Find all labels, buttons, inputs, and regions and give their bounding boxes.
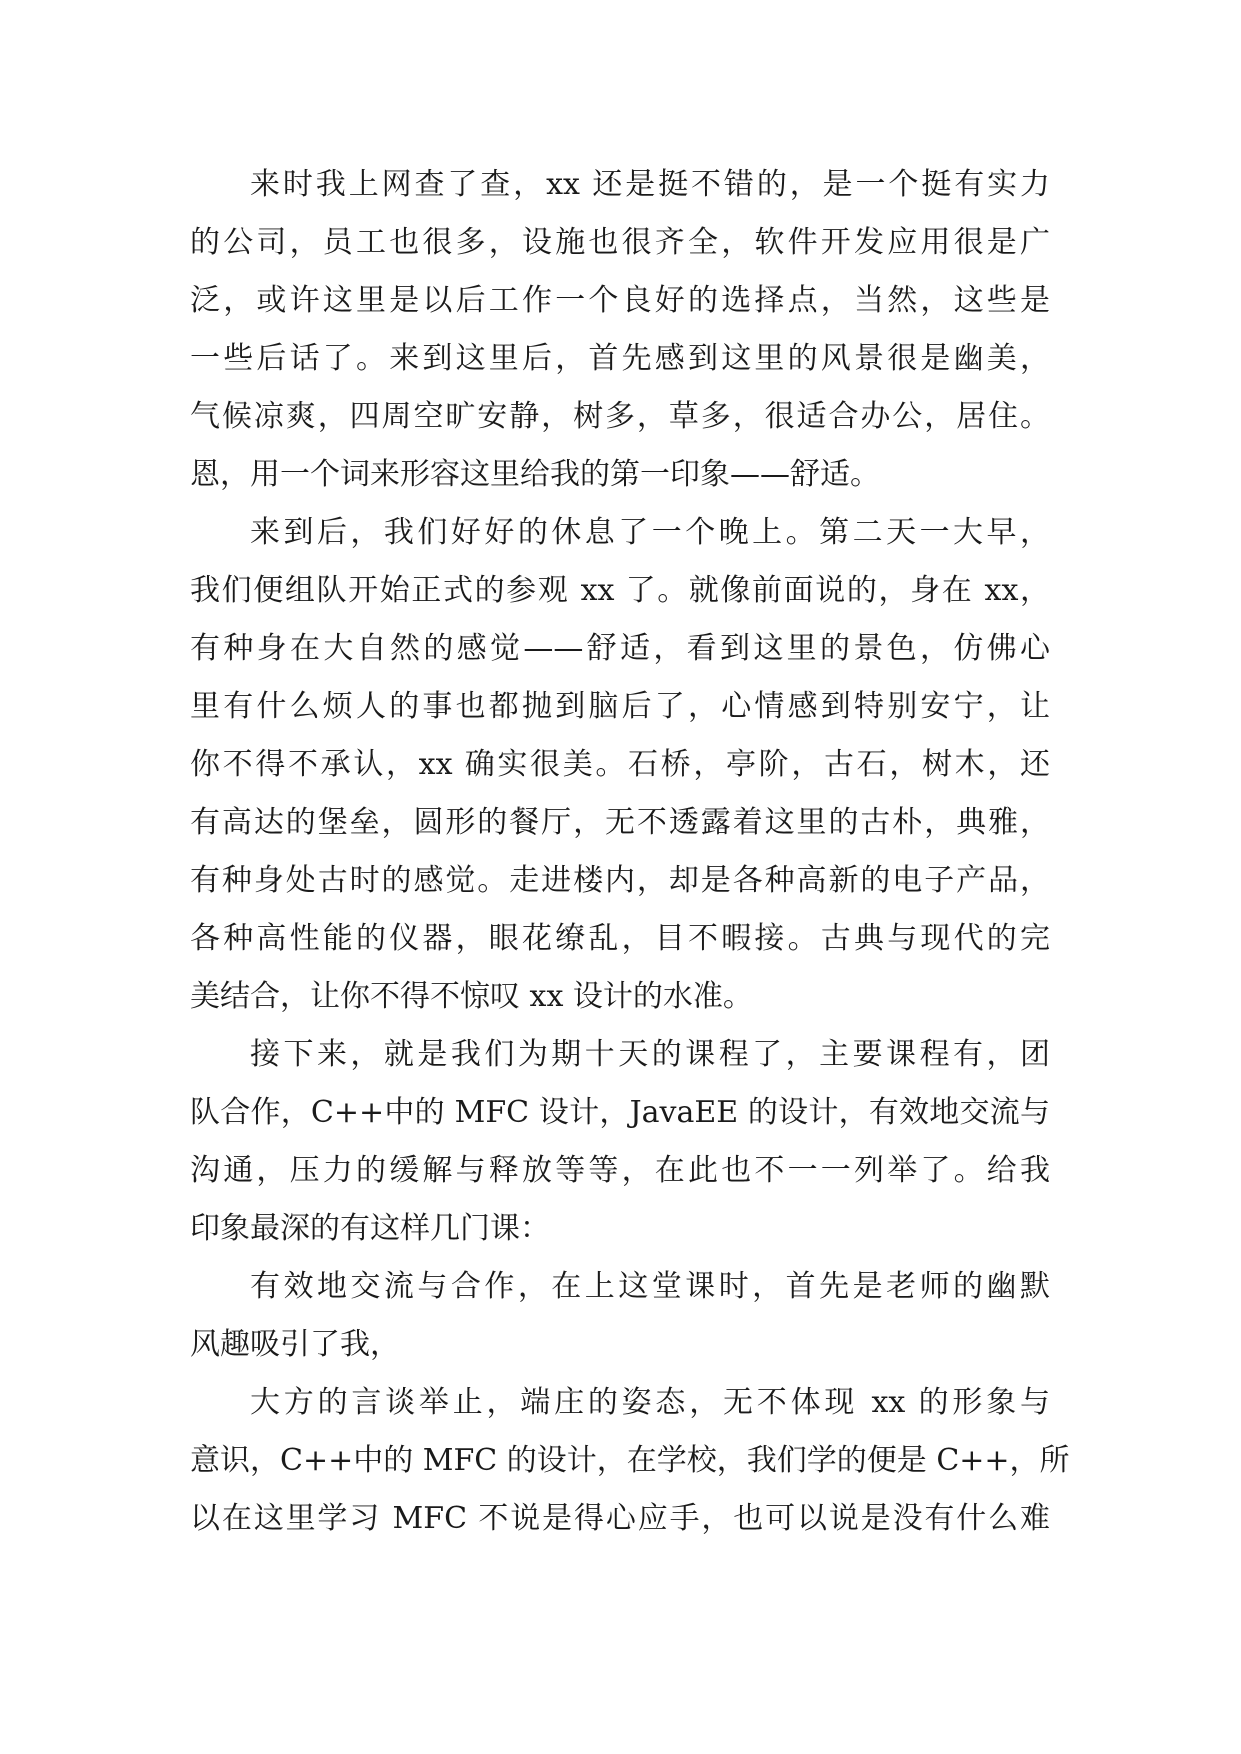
text-line: 接下来，就是我们为期十天的课程了，主要课程有，团 bbox=[250, 1037, 1050, 1072]
text-line: 泛，或许这里是以后工作一个良好的选择点，当然，这些是 bbox=[190, 283, 1050, 318]
text-line: 大方的言谈举止，端庄的姿态，无不体现 xx 的形象与 bbox=[250, 1385, 1050, 1420]
text-line: 意识，C++中的 MFC 的设计，在学校，我们学的便是 C++，所 bbox=[190, 1443, 1070, 1478]
text-line: 队合作，C++中的 MFC 设计，JavaEE 的设计，有效地交流与 bbox=[190, 1095, 1050, 1130]
text-line: 风趣吸引了我， bbox=[190, 1327, 400, 1362]
text-line: 以在这里学习 MFC 不说是得心应手，也可以说是没有什么难 bbox=[190, 1501, 1050, 1536]
text-line: 有种身在大自然的感觉——舒适，看到这里的景色，仿佛心 bbox=[190, 631, 1050, 666]
text-line: 来时我上网查了查，xx 还是挺不错的，是一个挺有实力 bbox=[250, 167, 1050, 202]
text-line: 美结合，让你不得不惊叹 xx 设计的水准。 bbox=[190, 979, 753, 1014]
text-line: 有效地交流与合作，在上这堂课时，首先是老师的幽默 bbox=[250, 1269, 1050, 1304]
text-line: 恩，用一个词来形容这里给我的第一印象——舒适。 bbox=[190, 457, 880, 492]
text-line: 你不得不承认，xx 确实很美。石桥，亭阶，古石，树木，还 bbox=[190, 747, 1050, 782]
text-line: 沟通，压力的缓解与释放等等，在此也不一一列举了。给我 bbox=[190, 1153, 1050, 1188]
text-line: 来到后，我们好好的休息了一个晚上。第二天一大早， bbox=[250, 515, 1050, 550]
text-line: 气候凉爽，四周空旷安静，树多，草多，很适合办公，居住。 bbox=[190, 399, 1050, 434]
text-line: 有高达的堡垒，圆形的餐厅，无不透露着这里的古朴，典雅， bbox=[190, 805, 1050, 840]
text-line: 印象最深的有这样几门课： bbox=[190, 1211, 550, 1246]
text-line: 的公司，员工也很多，设施也很齐全，软件开发应用很是广 bbox=[190, 225, 1050, 260]
text-line: 一些后话了。来到这里后，首先感到这里的风景很是幽美， bbox=[190, 341, 1050, 376]
text-line: 里有什么烦人的事也都抛到脑后了，心情感到特别安宁，让 bbox=[190, 689, 1050, 724]
text-line: 各种高性能的仪器，眼花缭乱，目不暇接。古典与现代的完 bbox=[190, 921, 1050, 956]
text-line: 有种身处古时的感觉。走进楼内，却是各种高新的电子产品， bbox=[190, 863, 1050, 898]
text-line: 我们便组队开始正式的参观 xx 了。就像前面说的，身在 xx， bbox=[190, 573, 1050, 608]
